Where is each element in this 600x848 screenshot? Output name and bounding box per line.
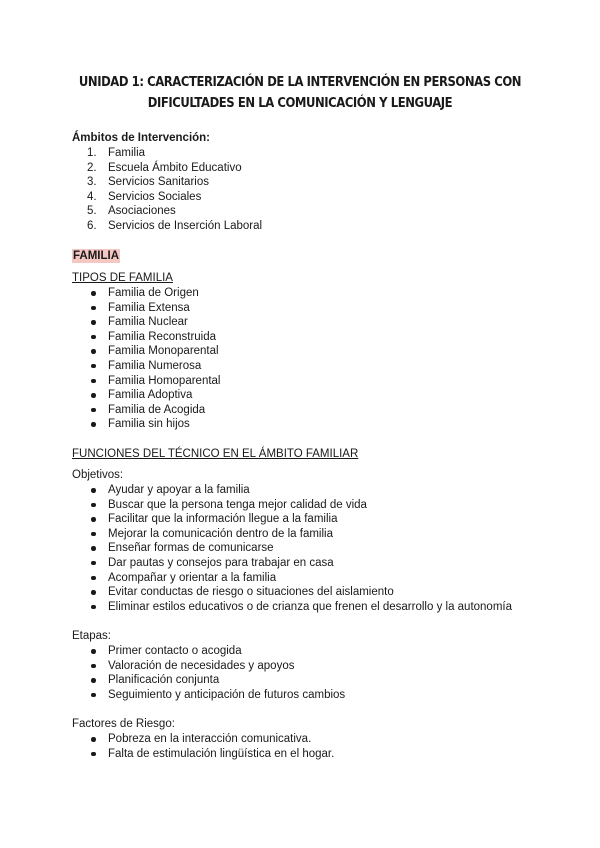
list-item: Familia Numerosa xyxy=(72,359,221,374)
list-item: Familia Nuclear xyxy=(72,315,221,330)
ambitos-section xyxy=(72,131,262,234)
list-item: Pobreza en la interacción comunicativa. xyxy=(72,732,334,747)
list-item: Familia Monoparental xyxy=(72,344,221,359)
list-item: Primer contacto o acogida xyxy=(72,644,345,659)
ambitos-list xyxy=(72,146,262,234)
list-item: Mejorar la comunicación dentro de la familia xyxy=(72,527,512,542)
etapas-section xyxy=(72,629,345,702)
riesgo-heading: Factores de Riesgo: xyxy=(72,718,175,730)
etapas-heading: Etapas: xyxy=(72,630,111,642)
list-item: Familia de Origen xyxy=(72,286,221,301)
list-item: 5. Asociaciones xyxy=(87,205,176,218)
objetivos-section xyxy=(72,468,512,614)
list-item: 1. Familia xyxy=(87,147,146,159)
riesgo-section xyxy=(72,717,334,761)
list-item: Facilitar que la información llegue a la familia xyxy=(72,512,512,527)
list-item: Dar pautas y consejos para trabajar en casa xyxy=(72,556,512,571)
list-item: Familia sin hijos xyxy=(72,417,221,432)
funciones-heading: FUNCIONES DEL TÉCNICO EN EL ÁMBITO FAMILIAR xyxy=(72,448,359,460)
objetivos-list xyxy=(72,483,512,614)
list-item: 4. Servicios Sociales xyxy=(87,190,202,203)
list-item: Falta de estimulación lingüística en el hogar. xyxy=(72,747,334,762)
tipos-list xyxy=(72,286,221,432)
list-item: 3. Servicios Sanitarios xyxy=(87,176,209,189)
list-item: Acompañar y orientar a la familia xyxy=(72,571,512,586)
list-item: 6. Servicios de Inserción Laboral xyxy=(87,219,263,232)
title-line-1: UNIDAD 1: CARACTERIZACIÓN DE LA INTERVENCIÓN EN PERSONAS CON xyxy=(78,74,522,90)
list-item: Familia Extensa xyxy=(72,301,221,316)
objetivos-heading: Objetivos: xyxy=(72,469,124,481)
list-item: Familia Adoptiva xyxy=(72,388,221,403)
list-item: Seguimiento y anticipación de futuros cambios xyxy=(72,688,345,703)
list-item: Familia Reconstruida xyxy=(72,330,221,345)
list-item: Planificación conjunta xyxy=(72,673,345,688)
title-line-2: DIFICULTADES EN LA COMUNICACIÓN Y LENGUAJE xyxy=(147,95,453,111)
list-item: Enseñar formas de comunicarse xyxy=(72,541,512,556)
list-item: Ayudar y apoyar a la familia xyxy=(72,483,512,498)
list-item: Evitar conductas de riesgo o situaciones del aislamiento xyxy=(72,585,512,600)
list-item: Buscar que la persona tenga mejor calidad de vida xyxy=(72,498,512,513)
list-item: 2. Escuela Ámbito Educativo xyxy=(87,161,242,174)
tipos-section xyxy=(72,271,221,432)
riesgo-list xyxy=(72,732,334,761)
funciones-heading-wrap xyxy=(72,447,358,462)
etapas-list xyxy=(72,644,345,702)
list-item: Eliminar estilos educativos o de crianza que frenen el desarrollo y la autonomía xyxy=(72,600,512,615)
ambitos-heading: Ámbitos de Intervención: xyxy=(72,132,211,144)
list-item: Familia de Acogida xyxy=(72,403,221,418)
list-item: Familia Homoparental xyxy=(72,374,221,389)
document-title xyxy=(76,72,523,114)
tipos-heading: TIPOS DE FAMILIA xyxy=(72,272,173,284)
list-item: Valoración de necesidades y apoyos xyxy=(72,659,345,674)
familia-section-title-wrap xyxy=(72,249,120,263)
familia-section-title: FAMILIA xyxy=(73,250,119,262)
